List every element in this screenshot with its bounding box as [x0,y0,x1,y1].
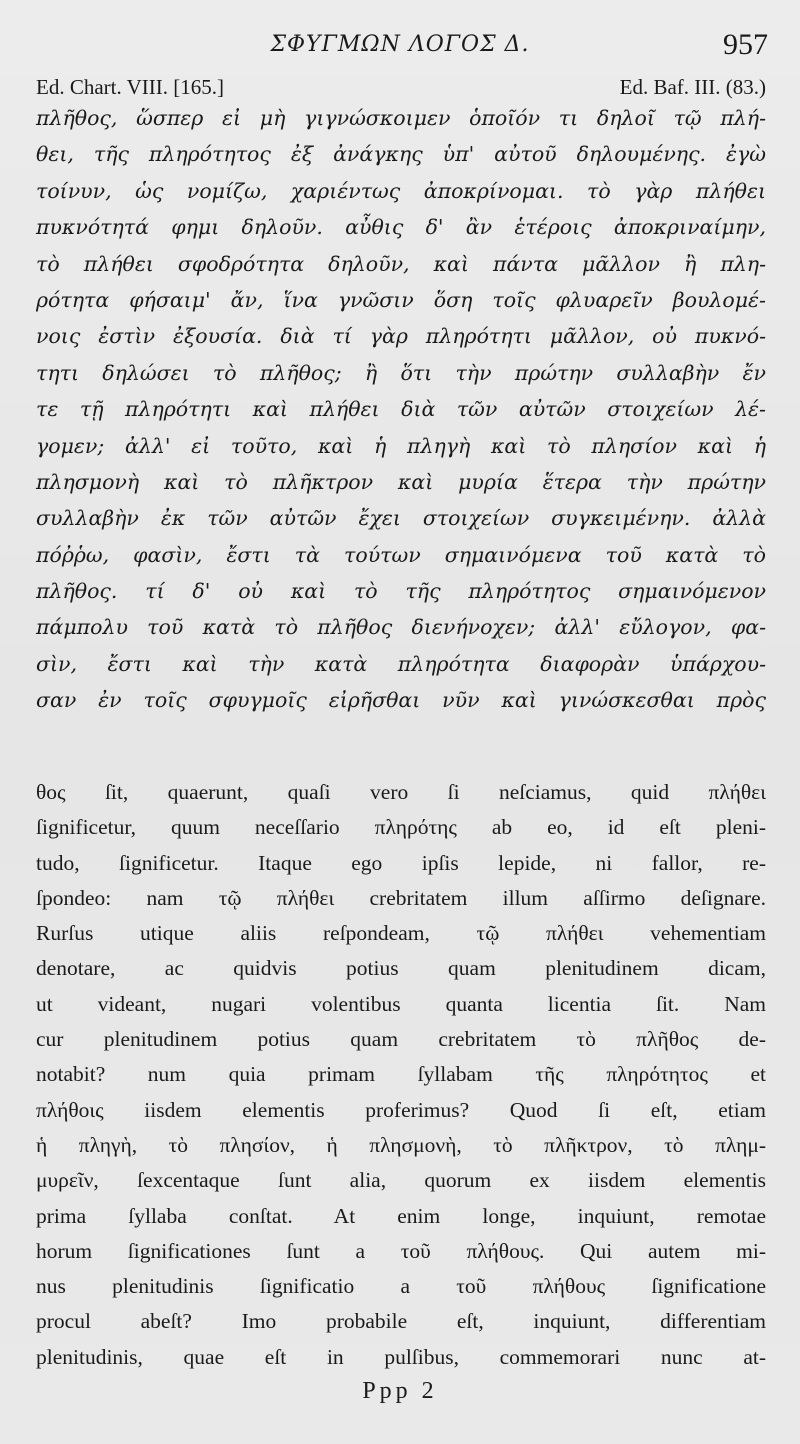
latin-text-line: tudo, ſignificetur. Itaque ego ipſis lepide, ni fallor, re- [36,850,766,875]
greek-text-line: πλῆθος. τί δ' οὐ καὶ τὸ τῆς πληρότητος σημαινόμενον [36,579,766,604]
latin-text-line: μυρεῖν, ſexcentaque ſunt alia, quorum ex iisdem elementis [36,1168,766,1193]
greek-text-block [36,100,766,719]
edition-reference-line [36,75,766,103]
edition-basel-reference: Ed. Baf. III. (83.) [619,75,766,99]
greek-text-line: πλησμονὴ καὶ τὸ πλῆκτρον καὶ μυρία ἕτερα τὴν πρώτην [36,469,766,494]
signature-mark: Ppp 2 [362,1378,438,1404]
latin-text-line: procul abeſt? Imo probabile eſt, inquiunt, differentiam [36,1309,766,1334]
page-number: 957 [723,28,768,61]
greek-text-line: τητι δηλώσει τὸ πλῆθος; ἢ ὅτι τὴν πρώτην συλλαβὴν ἔν [36,360,766,385]
greek-text-line: πόῤῥω, φασὶν, ἔστι τὰ τούτων σημαινόμενα τοῦ κατὰ τὸ [36,542,766,567]
latin-translation-block [36,775,766,1375]
greek-text-line: πάμπολυ τοῦ κατὰ τὸ πλῆθος διενήνοχεν; ἀλλ' εὔλογον, φα- [36,615,766,640]
latin-text-line: θος ſit, quaerunt, quaſi vero ſi neſciamus, quid πλήθει [36,780,766,804]
greek-text-line: τοίνυν, ὡς νομίζω, χαριέντως ἀποκρίνομαι. τὸ γὰρ πλήθει [36,178,766,203]
greek-text-line: σαν ἐν τοῖς σφυγμοῖς εἰρῆσθαι νῦν καὶ γινώσκεσθαι πρὸς [36,688,766,713]
latin-text-line: denotare, ac quidvis potius quam plenitudinem dicam, [36,956,766,981]
greek-text-line: θει, τῆς πληρότητος ἐξ ἀνάγκης ὑπ' αὐτοῦ δηλουμένης. ἐγὼ [36,142,766,167]
latin-text-line: nus plenitudinis ſignificatio a τοῦ πλήθους ſignificatione [36,1274,766,1299]
latin-text-line: cur plenitudinem potius quam crebritatem τὸ πλῆθος de- [36,1027,766,1052]
greek-text-line: σὶν, ἔστι καὶ τὴν κατὰ πληρότητα διαφορὰν ὑπάρχου- [36,651,766,676]
latin-text-line: πλήθοις iisdem elementis proferimus? Quod ſi eſt, etiam [36,1097,766,1122]
greek-text-line: συλλαβὴν ἐκ τῶν αὐτῶν ἔχει στοιχείων συγκειμένην. ἀλλὰ [36,506,766,531]
latin-text-line: ſpondeo: nam τῷ πλήθει crebritatem illum aſſirmo deſignare. [36,885,766,910]
latin-text-line: ἡ πληγὴ, τὸ πλησίον, ἡ πλησμονὴ, τὸ πλῆκτρον, τὸ πλημ- [36,1132,766,1157]
latin-text-line: plenitudinis, quae eſt in pulſibus, commemorari nunc at- [36,1344,766,1369]
greek-text-line: γομεν; ἀλλ' εἰ τοῦτο, καὶ ἡ πληγὴ καὶ τὸ πλησίον καὶ ἡ [36,433,766,458]
greek-text-line: πλῆθος, ὥσπερ εἰ μὴ γιγνώσκοιμεν ὁποῖόν τι δηλοῖ τῷ πλή- [36,106,766,130]
edition-chartier-reference: Ed. Chart. VIII. [165.] [36,75,224,99]
latin-text-line: prima ſyllaba conſtat. At enim longe, inquiunt, remotae [36,1203,766,1228]
greek-text-line: νοις ἐστὶν ἐξουσία. διὰ τί γὰρ πληρότητι μᾶλλον, οὐ πυκνό- [36,324,766,349]
latin-text-line: notabit? num quia primam ſyllabam τῆς πληρότητος et [36,1062,766,1087]
greek-text-line: πυκνότητά φημι δηλοῦν. αὖθις δ' ἂν ἑτέροις ἀποκριναίμην, [36,215,766,240]
latin-text-line: Rurſus utique aliis reſpondeam, τῷ πλήθει vehementiam [36,921,766,946]
greek-text-line: τε τῇ πληρότητι καὶ πλήθει διὰ τῶν αὐτῶν στοιχείων λέ- [36,397,766,422]
running-title: ΣΦΥΓΜΩΝ ΛΟΓΟΣ Δ. [270,32,530,57]
latin-text-line: ut videant, nugari volentibus quanta licentia ſit. Nam [36,991,766,1016]
latin-text-line: ſignificetur, quum neceſſario πληρότης ab eo, id eſt pleni- [36,815,766,840]
greek-text-line: ρότητα φήσαιμ' ἄν, ἵνα γνῶσιν ὅση τοῖς φλυαρεῖν βουλομέ- [36,287,766,312]
latin-text-line: horum ſignificationes ſunt a τοῦ πλήθους. Qui autem mi- [36,1238,766,1263]
greek-text-line: τὸ πλήθει σφοδρότητα δηλοῦν, καὶ πάντα μᾶλλον ἢ πλη- [36,251,766,276]
